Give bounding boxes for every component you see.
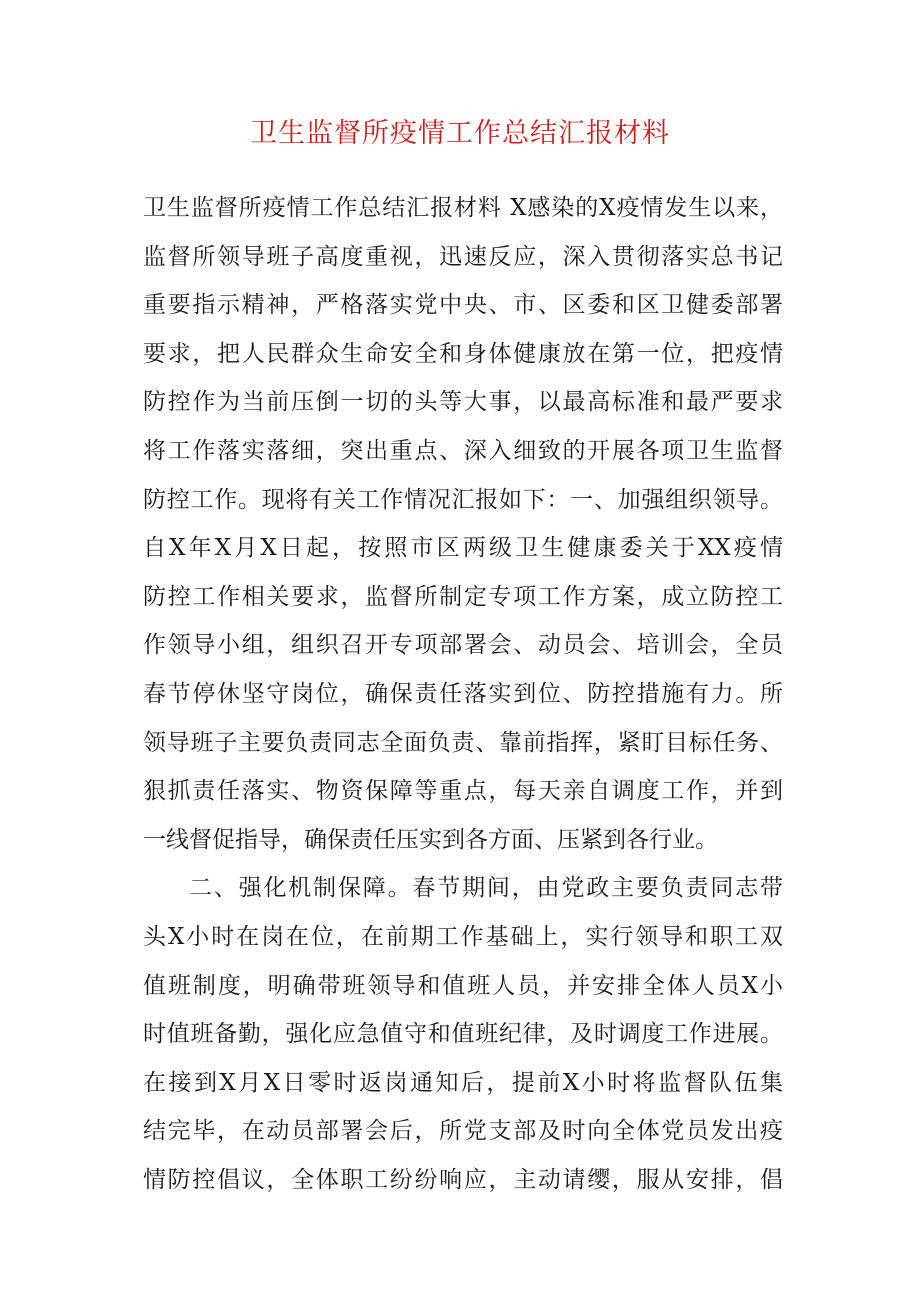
body-line: 一线督促指导，确保责任压实到各方面、压紧到各行业。 xyxy=(143,826,718,853)
body-line: 结完毕，在动员部署会后，所党支部及时向全体党员发出疫 xyxy=(143,1118,783,1145)
body-line: 领导班子主要负责同志全面负责、靠前指挥，紧盯目标任务、 xyxy=(143,729,783,756)
body-line: 要求，把人民群众生命安全和身体健康放在第一位，把疫情 xyxy=(143,340,783,367)
body-line: 作领导小组，组织召开专项部署会、动员会、培训会，全员 xyxy=(143,632,783,659)
body-line: 将工作落实落细，突出重点、深入细致的开展各项卫生监督 xyxy=(143,437,783,464)
body-line: 情防控倡议，全体职工纷纷响应，主动请缨，服从安排，倡 xyxy=(143,1166,783,1193)
body-line: 防控作为当前压倒一切的头等大事，以最高标准和最严要求 xyxy=(143,389,783,416)
body-line: 头X小时在岗在位，在前期工作基础上，实行领导和职工双 xyxy=(143,923,783,950)
body-line: 狠抓责任落实、物资保障等重点，每天亲自调度工作，并到 xyxy=(143,778,783,805)
body-line: 重要指示精神，严格落实党中央、市、区委和区卫健委部署 xyxy=(143,292,783,319)
body-line: 卫生监督所疫情工作总结汇报材料 X感染的X疫情发生以来， xyxy=(143,195,783,221)
document-title: 卫生监督所疫情工作总结汇报材料 xyxy=(250,118,670,149)
body-line: 春节停休坚守岗位，确保责任落实到位、防控措施有力。所 xyxy=(143,680,783,707)
body-line: 监督所领导班子高度重视，迅速反应，深入贯彻落实总书记 xyxy=(143,243,783,270)
document-body xyxy=(143,184,783,1204)
body-line: 防控工作。现将有关工作情况汇报如下：一、加强组织领导。 xyxy=(143,486,783,513)
body-line: 自X年X月X日起，按照市区两级卫生健康委关于XX疫情 xyxy=(143,535,783,562)
body-line: 防控工作相关要求，监督所制定专项工作方案，成立防控工 xyxy=(143,583,783,610)
body-line: 值班制度，明确带班领导和值班人员，并安排全体人员X小 xyxy=(143,972,783,999)
body-line: 二、强化机制保障。春节期间，由党政主要负责同志带 xyxy=(189,875,783,902)
body-line: 在接到X月X日零时返岗通知后，提前X小时将监督队伍集 xyxy=(143,1069,783,1096)
body-line: 时值班备勤，强化应急值守和值班纪律，及时调度工作进展。 xyxy=(143,1021,783,1048)
